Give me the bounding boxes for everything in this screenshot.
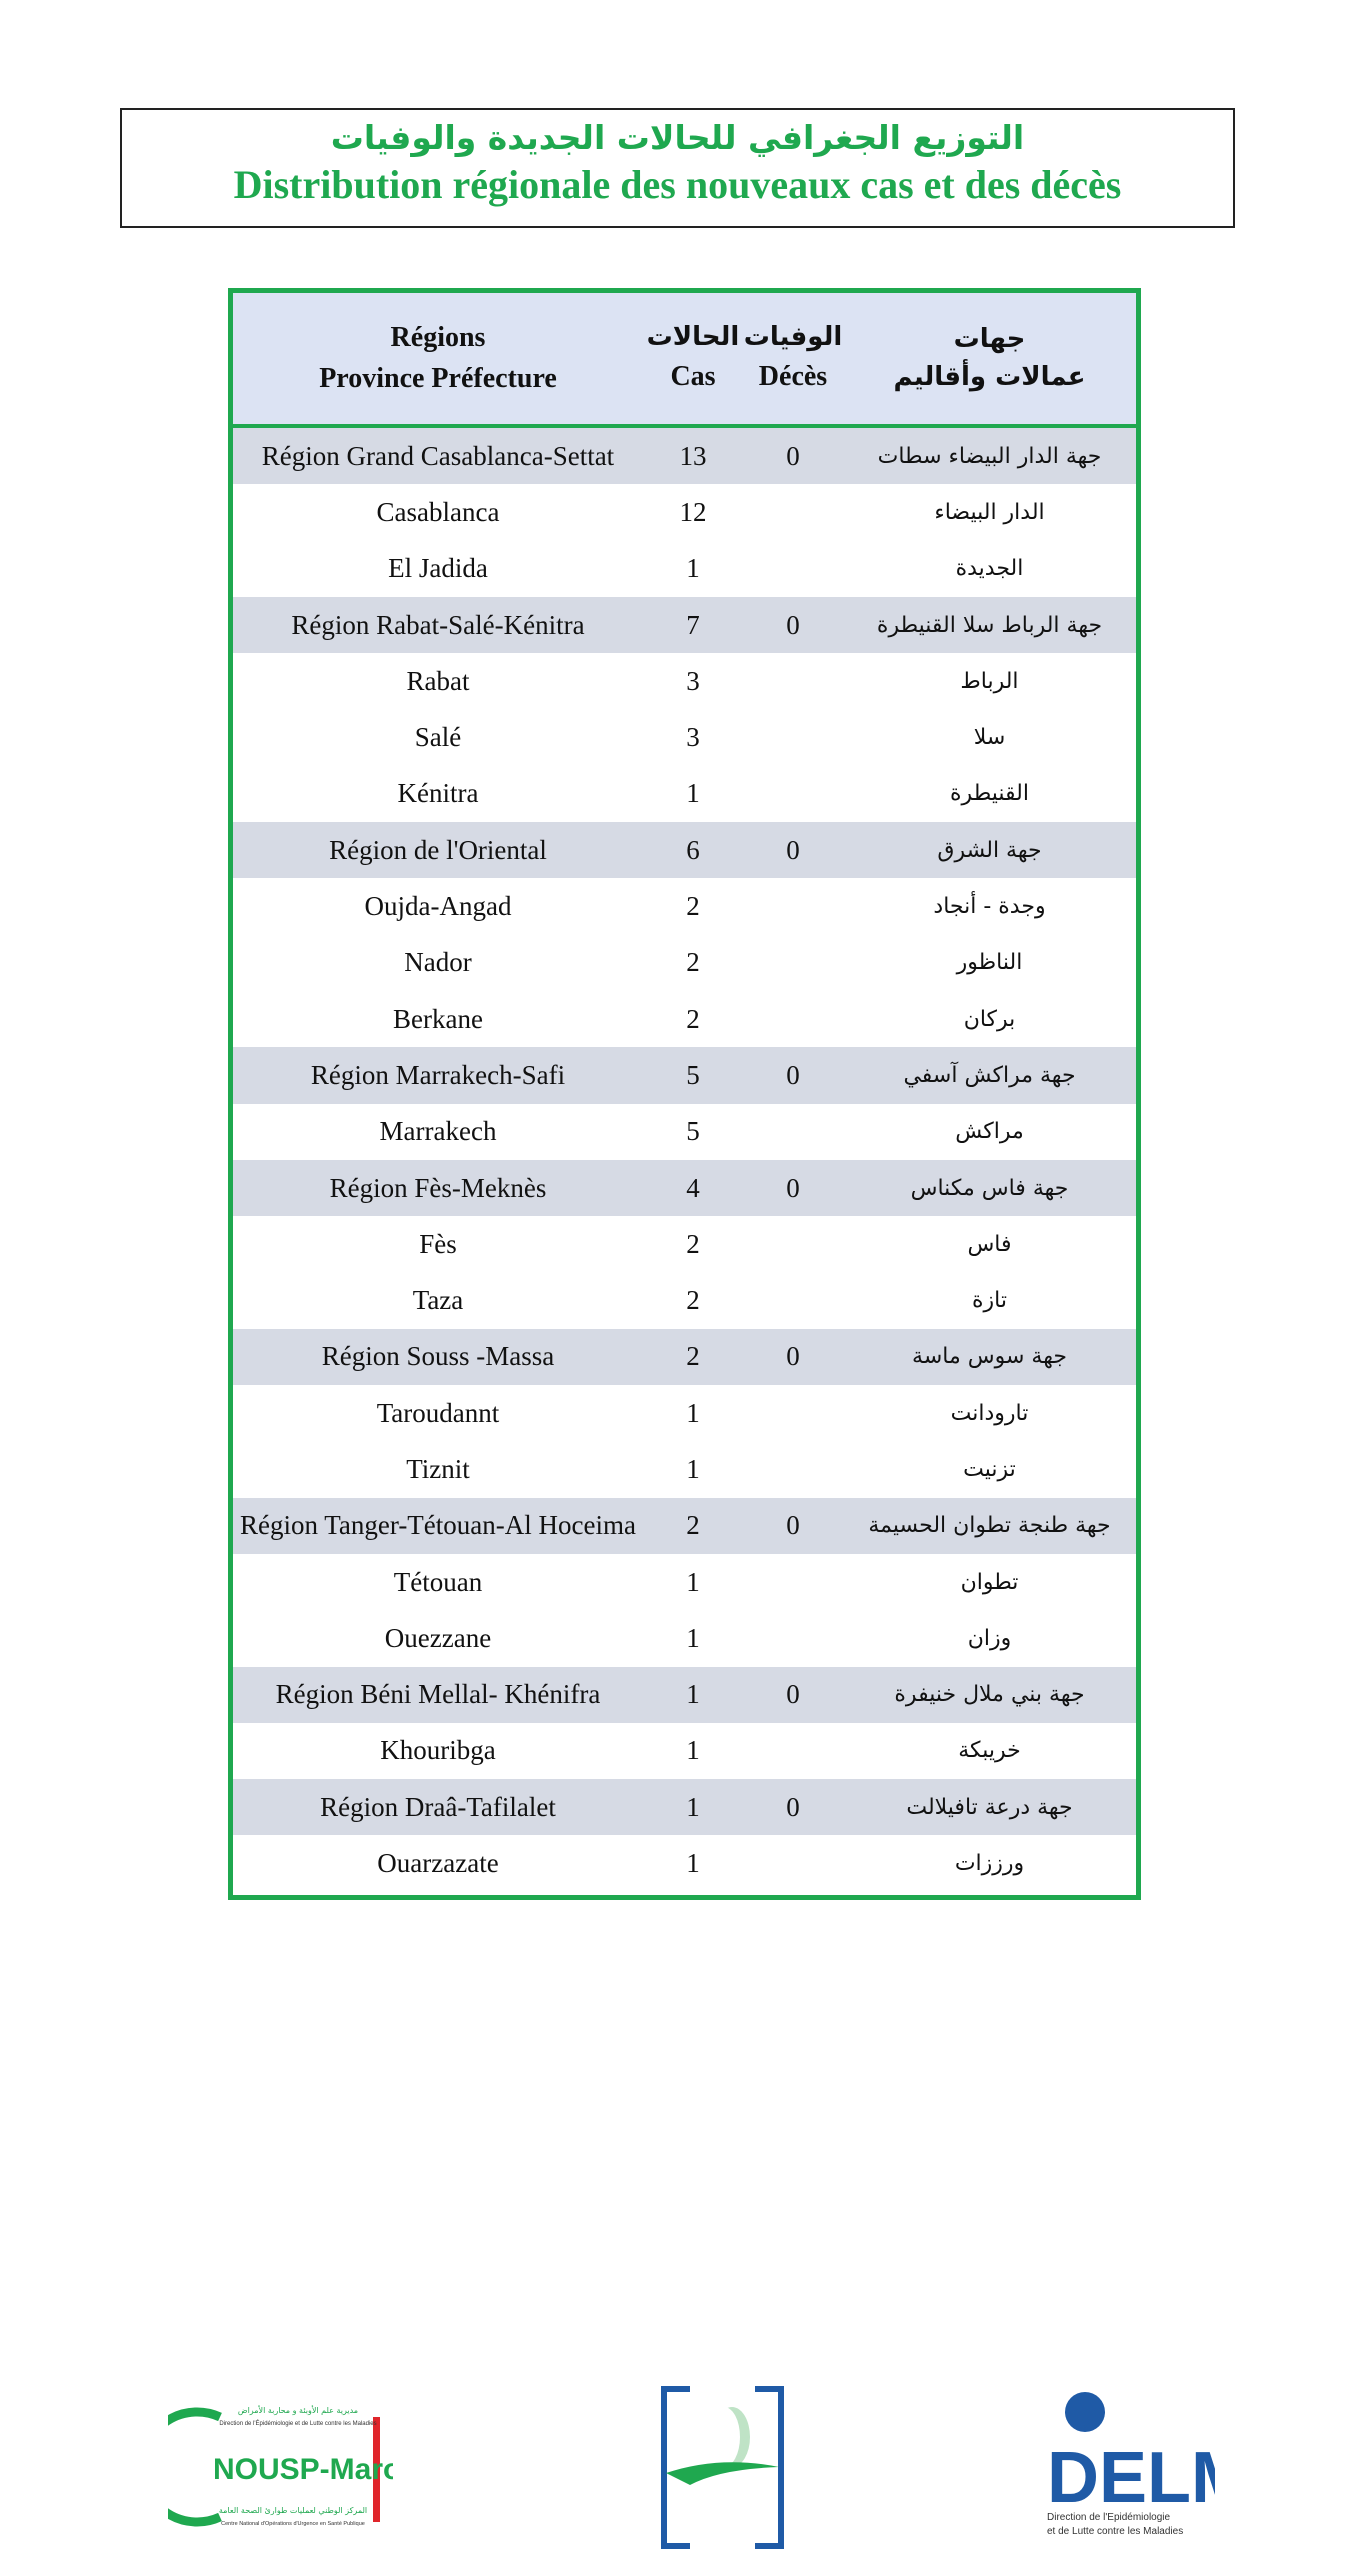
cell-cas: 1 bbox=[686, 553, 700, 584]
cell-name-ar: فاس bbox=[967, 1231, 1012, 1257]
cell-name-ar: الدار البيضاء bbox=[934, 499, 1045, 525]
province-row bbox=[233, 1554, 1136, 1610]
cell-name-ar: بركان bbox=[963, 1006, 1016, 1032]
cell-cas: 1 bbox=[686, 1566, 700, 1597]
province-row bbox=[233, 1272, 1136, 1328]
cell-name-ar: سلا bbox=[973, 725, 1006, 751]
cell-name-fr: Région Fès-Meknès bbox=[329, 1172, 547, 1203]
header-cas-fr: Cas bbox=[670, 361, 716, 393]
cell-deces: 0 bbox=[786, 1510, 800, 1541]
nousp-logo-text: NOUSP-Maro bbox=[213, 2453, 393, 2486]
cell-name-ar: تزنيت bbox=[963, 1456, 1016, 1482]
nousp-bottom-fr: Centre National d'Opérations d'Urgence en Santé Publique bbox=[221, 2521, 365, 2527]
table-body bbox=[233, 428, 1136, 1892]
cell-cas: 2 bbox=[686, 891, 700, 922]
cell-name-fr: El Jadida bbox=[388, 553, 488, 584]
regional-table bbox=[228, 288, 1141, 1900]
title-box bbox=[120, 108, 1235, 228]
cell-name-ar: القنيطرة bbox=[950, 781, 1029, 807]
nousp-bottom-ar: المركز الوطني لعمليات طوارئ الصحة العامة bbox=[218, 2506, 368, 2515]
cell-name-fr: Kénitra bbox=[397, 778, 479, 809]
table-header bbox=[233, 293, 1136, 428]
cell-cas: 2 bbox=[686, 1003, 700, 1034]
cell-cas: 4 bbox=[686, 1172, 700, 1203]
header-province-label: Province Préfecture bbox=[319, 362, 557, 394]
cell-name-ar: جهة درعة تافيلالت bbox=[906, 1794, 1073, 1820]
province-row bbox=[233, 1216, 1136, 1272]
nousp-logo bbox=[168, 2395, 393, 2535]
region-row bbox=[233, 1329, 1136, 1385]
header-regions-fr bbox=[233, 293, 643, 424]
cell-deces: 0 bbox=[786, 1679, 800, 1710]
cell-name-fr: Région Marrakech-Safi bbox=[310, 1059, 566, 1090]
cell-name-fr: Tiznit bbox=[406, 1453, 470, 1484]
province-row bbox=[233, 653, 1136, 709]
cell-name-fr: Oujda-Angad bbox=[364, 891, 512, 922]
header-deces bbox=[743, 293, 843, 424]
title-arabic: التوزيع الجغرافي للحالات الجديدة والوفيات bbox=[330, 118, 1025, 157]
cell-deces: 0 bbox=[786, 834, 800, 865]
cell-name-fr: Taza bbox=[412, 1285, 464, 1316]
cell-name-fr: Ouarzazate bbox=[377, 1848, 499, 1879]
cell-name-ar: وجدة - أنجاد bbox=[933, 894, 1046, 920]
cell-deces: 0 bbox=[786, 440, 800, 471]
province-row bbox=[233, 878, 1136, 934]
cell-name-ar: جهة فاس مكناس bbox=[910, 1175, 1069, 1201]
cell-name-fr: Région Tanger-Tétouan-Al Hoceima bbox=[240, 1510, 636, 1541]
cell-cas: 6 bbox=[686, 834, 700, 865]
cell-cas: 1 bbox=[686, 1848, 700, 1879]
province-row bbox=[233, 541, 1136, 597]
cell-name-ar: تازة bbox=[972, 1288, 1007, 1314]
region-row bbox=[233, 1047, 1136, 1103]
cell-cas: 2 bbox=[686, 1341, 700, 1372]
province-row bbox=[233, 991, 1136, 1047]
province-row bbox=[233, 1610, 1136, 1666]
cell-name-fr: Salé bbox=[414, 722, 462, 753]
nousp-top-ar: مديرية علم الأوبئة و محاربة الأمراض bbox=[237, 2406, 359, 2415]
cell-cas: 2 bbox=[686, 1285, 700, 1316]
cell-name-ar: الجديدة bbox=[955, 556, 1024, 582]
cell-cas: 13 bbox=[679, 440, 707, 471]
header-regions-ar-1: جهات bbox=[953, 323, 1026, 354]
cell-name-fr: Région Draâ-Tafilalet bbox=[320, 1791, 556, 1822]
ministry-emblem bbox=[660, 2385, 785, 2550]
cell-cas: 1 bbox=[686, 1791, 700, 1822]
province-row bbox=[233, 766, 1136, 822]
cell-name-fr: Ouezzane bbox=[384, 1622, 492, 1653]
cell-cas: 3 bbox=[686, 665, 700, 696]
cell-name-ar: ورززات bbox=[954, 1851, 1025, 1877]
cell-name-fr: Région de l'Oriental bbox=[329, 834, 547, 865]
cell-name-ar: خريبكة bbox=[958, 1738, 1021, 1764]
nousp-logo-graphic bbox=[168, 2395, 393, 2535]
cell-name-fr: Taroudannt bbox=[376, 1397, 500, 1428]
cell-name-fr: Région Grand Casablanca-Settat bbox=[261, 440, 615, 471]
cell-name-fr: Marrakech bbox=[379, 1116, 497, 1147]
cell-name-ar: جهة سوس ماسة bbox=[912, 1344, 1067, 1370]
cell-cas: 1 bbox=[686, 1622, 700, 1653]
cell-name-fr: Rabat bbox=[406, 665, 470, 696]
delm-logo bbox=[1045, 2390, 1215, 2545]
cell-deces: 0 bbox=[786, 1341, 800, 1372]
cell-cas: 7 bbox=[686, 609, 700, 640]
cell-name-fr: Tétouan bbox=[393, 1566, 483, 1597]
cell-name-ar: جهة طنجة تطوان الحسيمة bbox=[868, 1513, 1111, 1539]
delm-logo-text: DEL bbox=[1047, 2438, 1191, 2518]
cell-name-ar: جهة بني ملال خنيفرة bbox=[894, 1682, 1085, 1708]
cell-name-fr: Région Béni Mellal- Khénifra bbox=[275, 1679, 601, 1710]
header-regions-label: Régions bbox=[390, 321, 486, 353]
region-row bbox=[233, 597, 1136, 653]
cell-cas: 2 bbox=[686, 1228, 700, 1259]
region-row bbox=[233, 822, 1136, 878]
cell-cas: 1 bbox=[686, 1397, 700, 1428]
cell-deces: 0 bbox=[786, 1059, 800, 1090]
delm-subtitle-1: Direction de l'Epidémiologie bbox=[1047, 2512, 1171, 2523]
cell-name-ar: جهة الرباط سلا القنيطرة bbox=[876, 612, 1103, 638]
cell-cas: 2 bbox=[686, 947, 700, 978]
cell-name-fr: Berkane bbox=[393, 1003, 483, 1034]
cell-name-fr: Région Rabat-Salé-Kénitra bbox=[291, 609, 585, 640]
cell-cas: 1 bbox=[686, 778, 700, 809]
province-row bbox=[233, 1723, 1136, 1779]
cell-name-ar: تارودانت bbox=[950, 1400, 1029, 1426]
province-row bbox=[233, 1441, 1136, 1497]
delm-logo-graphic bbox=[1045, 2390, 1215, 2545]
cell-cas: 5 bbox=[686, 1116, 700, 1147]
region-row bbox=[233, 1779, 1136, 1835]
province-row bbox=[233, 484, 1136, 540]
cell-name-ar: جهة الشرق bbox=[937, 837, 1042, 863]
ministry-emblem-graphic bbox=[660, 2385, 785, 2550]
header-cas-ar: الحالات bbox=[646, 322, 740, 353]
province-row bbox=[233, 1835, 1136, 1891]
cell-name-ar: جهة الدار البيضاء سطات bbox=[877, 443, 1102, 469]
province-row bbox=[233, 709, 1136, 765]
region-row bbox=[233, 1160, 1136, 1216]
cell-name-fr: Nador bbox=[404, 947, 472, 978]
cell-name-ar: الناظور bbox=[956, 950, 1023, 976]
header-regions-ar-2: عمالات وأقاليم bbox=[893, 361, 1086, 392]
header-deces-fr: Décès bbox=[758, 361, 828, 393]
province-row bbox=[233, 1385, 1136, 1441]
region-row bbox=[233, 428, 1136, 484]
cell-cas: 2 bbox=[686, 1510, 700, 1541]
cell-name-ar: مراكش bbox=[955, 1119, 1024, 1145]
province-row bbox=[233, 935, 1136, 991]
cell-cas: 3 bbox=[686, 722, 700, 753]
cell-cas: 1 bbox=[686, 1679, 700, 1710]
region-row bbox=[233, 1667, 1136, 1723]
cell-name-fr: Casablanca bbox=[376, 496, 500, 527]
cell-cas: 1 bbox=[686, 1453, 700, 1484]
cell-deces: 0 bbox=[786, 609, 800, 640]
cell-deces: 0 bbox=[786, 1172, 800, 1203]
province-row bbox=[233, 1104, 1136, 1160]
cell-cas: 1 bbox=[686, 1735, 700, 1766]
nousp-top-fr: Direction de l'Épidémiologie et de Lutte contre les Maladies bbox=[219, 2421, 377, 2427]
cell-deces: 0 bbox=[786, 1791, 800, 1822]
cell-cas: 12 bbox=[679, 496, 707, 527]
cell-name-ar: الرباط bbox=[960, 668, 1019, 694]
cell-cas: 5 bbox=[686, 1059, 700, 1090]
region-row bbox=[233, 1498, 1136, 1554]
header-regions-ar bbox=[843, 293, 1136, 424]
cell-name-fr: Khouribga bbox=[380, 1735, 496, 1766]
cell-name-fr: Fès bbox=[419, 1228, 457, 1259]
delm-subtitle-2: et de Lutte contre les Maladies bbox=[1047, 2526, 1184, 2537]
title-french: Distribution régionale des nouveaux cas et des décès bbox=[233, 162, 1122, 207]
cell-name-fr: Région Souss -Massa bbox=[321, 1341, 555, 1372]
cell-name-ar: تطوان bbox=[960, 1569, 1019, 1595]
cell-name-ar: جهة مراكش آسفي bbox=[903, 1062, 1076, 1088]
header-deces-ar: الوفيات bbox=[743, 322, 843, 353]
cell-name-ar: وزان bbox=[967, 1625, 1012, 1651]
header-cas bbox=[643, 293, 743, 424]
